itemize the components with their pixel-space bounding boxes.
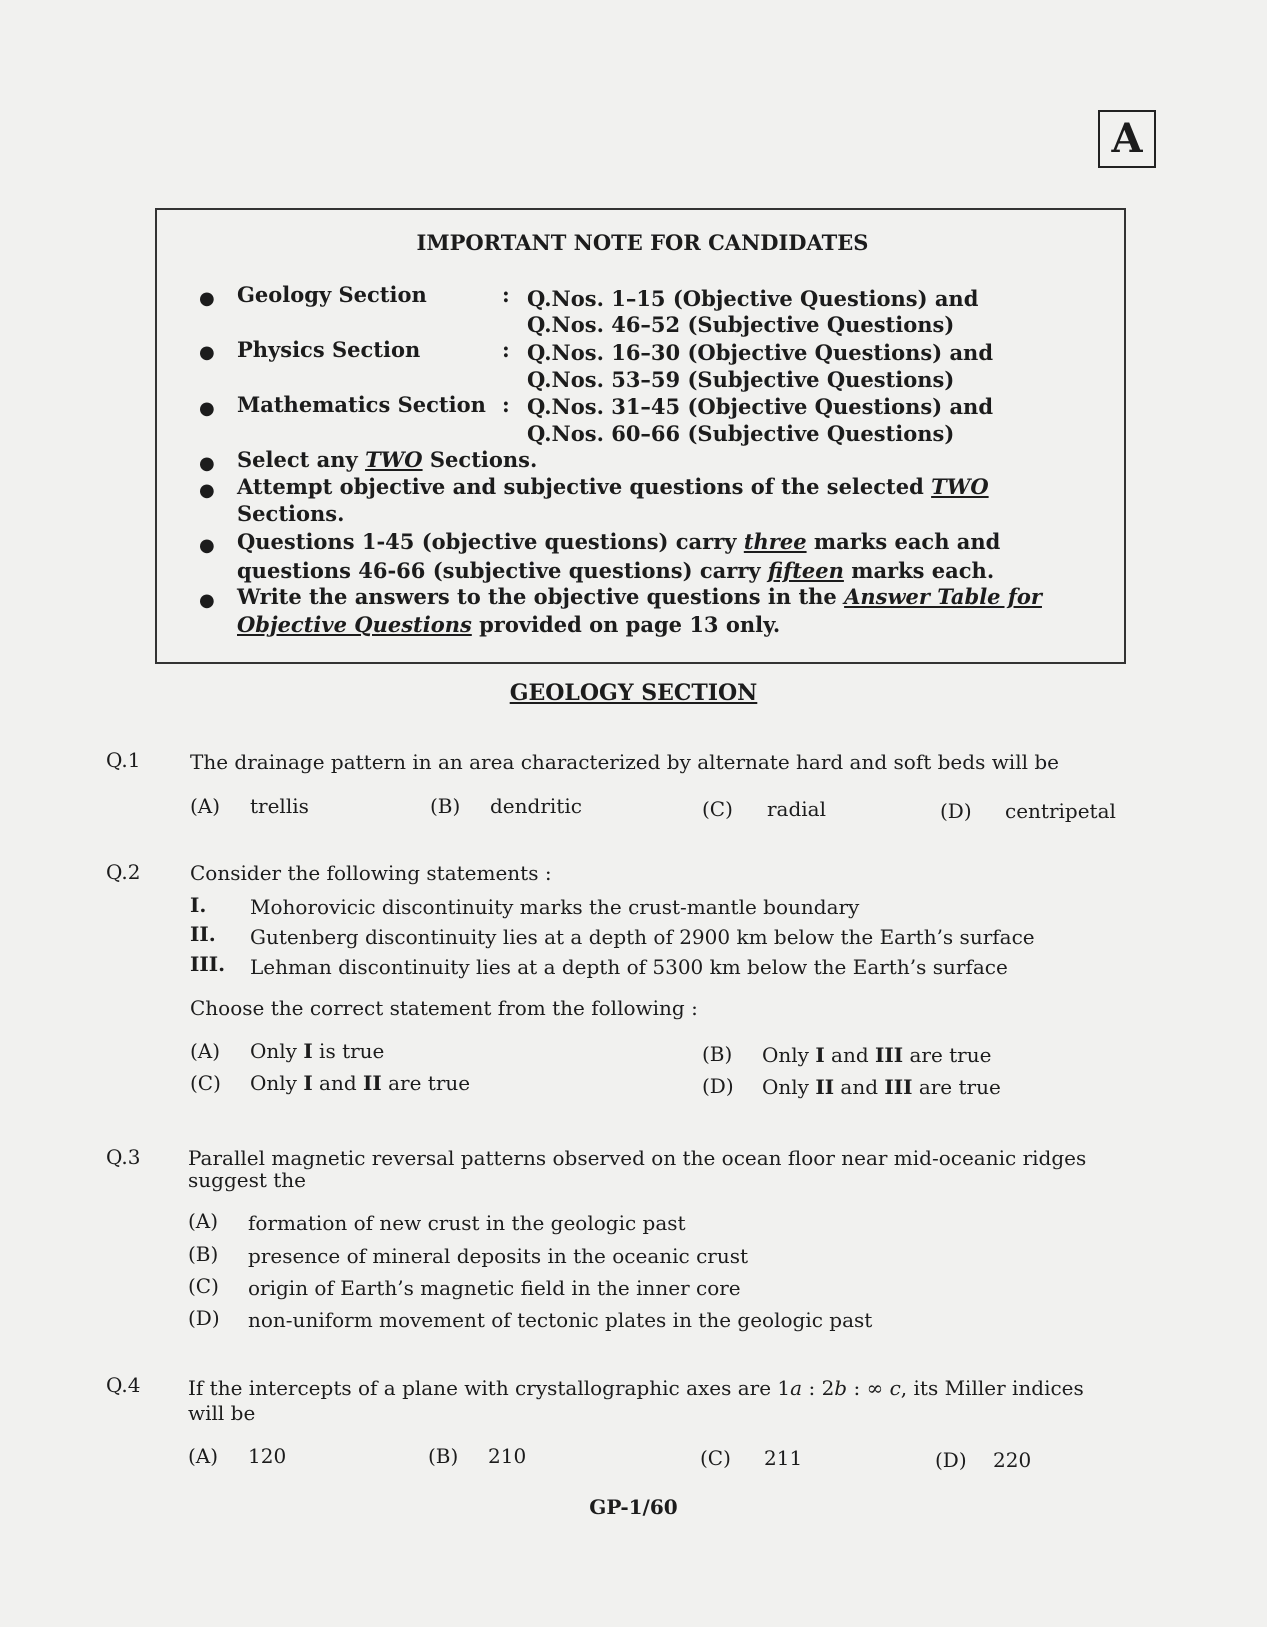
- note-attempt-line2: Sections.: [237, 501, 345, 526]
- section-math-line1: Q.Nos. 31–45 (Objective Questions) and: [527, 394, 993, 419]
- option-label: (B): [428, 1444, 459, 1468]
- bullet-icon: ●: [199, 398, 215, 419]
- option-label: (D): [935, 1448, 967, 1472]
- statement-label: I.: [190, 893, 207, 917]
- option-text: dendritic: [490, 794, 582, 818]
- bullet-icon: ●: [199, 288, 215, 309]
- option-label: (A): [190, 1039, 221, 1063]
- option-text: 220: [993, 1448, 1032, 1472]
- section-math-line2: Q.Nos. 60–66 (Subjective Questions): [527, 421, 955, 446]
- option-label: (D): [702, 1074, 734, 1098]
- bullet-icon: ●: [199, 342, 215, 363]
- option-label: (C): [702, 797, 733, 821]
- question-prompt: Choose the correct statement from the following :: [190, 996, 698, 1020]
- bullet-icon: ●: [199, 453, 215, 474]
- important-note-box: [155, 208, 1126, 664]
- option-text: 120: [248, 1444, 287, 1468]
- option-text: presence of mineral deposits in the oceanic crust: [248, 1244, 749, 1268]
- question-number: Q.2: [106, 860, 141, 884]
- option-text: trellis: [250, 794, 309, 818]
- section-geology-line1: Q.Nos. 1–15 (Objective Questions) and: [527, 286, 979, 311]
- question-text: The drainage pattern in an area characterized by alternate hard and soft beds will be: [190, 750, 1059, 774]
- question-text: If the intercepts of a plane with crystallographic axes are 1a : 2b : ∞ c, its Miller indices: [188, 1376, 1084, 1400]
- section-title: GEOLOGY SECTION: [509, 680, 758, 706]
- option-label: (B): [702, 1042, 733, 1066]
- question-number: Q.4: [106, 1373, 141, 1397]
- bullet-icon: ●: [199, 590, 215, 611]
- statement-text: Lehman discontinuity lies at a depth of 5300 km below the Earth’s surface: [250, 955, 1008, 979]
- statement-text: Mohorovicic discontinuity marks the crust-mantle boundary: [250, 895, 860, 919]
- question-text-line2: will be: [188, 1401, 256, 1425]
- option-label: (D): [188, 1306, 220, 1330]
- statement-label: II.: [190, 922, 216, 946]
- option-label: (B): [188, 1242, 219, 1266]
- option-text: Only I and II are true: [250, 1071, 471, 1095]
- question-set-badge: A: [1098, 110, 1156, 168]
- option-label: (B): [430, 794, 461, 818]
- section-geology-line2: Q.Nos. 46–52 (Subjective Questions): [527, 312, 955, 337]
- section-name-geology: Geology Section: [237, 282, 427, 307]
- section-separator: :: [502, 337, 510, 362]
- question-text: Consider the following statements :: [190, 861, 552, 885]
- section-separator: :: [502, 282, 510, 307]
- option-label: (A): [188, 1209, 219, 1233]
- note-marks-line2: questions 46-66 (subjective questions) carry fifteen marks each.: [237, 558, 995, 583]
- section-separator: :: [502, 392, 510, 417]
- option-text: 211: [764, 1446, 803, 1470]
- option-text: 210: [488, 1444, 527, 1468]
- note-title: IMPORTANT NOTE FOR CANDIDATES: [416, 230, 869, 255]
- statement-text: Gutenberg discontinuity lies at a depth of 2900 km below the Earth’s surface: [250, 925, 1035, 949]
- question-number: Q.1: [106, 748, 141, 772]
- option-text: Only I and III are true: [762, 1043, 992, 1067]
- note-select-two: Select any TWO Sections.: [237, 447, 538, 472]
- option-text: formation of new crust in the geologic past: [248, 1211, 686, 1235]
- option-text: Only I is true: [250, 1039, 385, 1063]
- statement-label: III.: [190, 952, 226, 976]
- question-number: Q.3: [106, 1145, 141, 1169]
- option-text: non-uniform movement of tectonic plates in the geologic past: [248, 1308, 873, 1332]
- option-label: (C): [190, 1071, 221, 1095]
- bullet-icon: ●: [199, 535, 215, 556]
- bullet-icon: ●: [199, 480, 215, 501]
- option-label: (C): [188, 1274, 219, 1298]
- page-footer: GP-1/60: [589, 1495, 678, 1519]
- option-label: (D): [940, 799, 972, 823]
- option-text: radial: [767, 797, 827, 821]
- option-text: origin of Earth’s magnetic field in the inner core: [248, 1276, 741, 1300]
- option-text: centripetal: [1005, 799, 1116, 823]
- note-attempt: Attempt objective and subjective questions of the selected TWO: [237, 474, 989, 499]
- option-text: Only II and III are true: [762, 1075, 1001, 1099]
- section-physics-line2: Q.Nos. 53–59 (Subjective Questions): [527, 367, 955, 392]
- note-write-line1: Write the answers to the objective questions in the Answer Table for: [237, 584, 1042, 609]
- note-marks-line1: Questions 1-45 (objective questions) carry three marks each and: [237, 529, 1001, 554]
- option-label: (A): [190, 794, 221, 818]
- question-text: Parallel magnetic reversal patterns observed on the ocean floor near mid-oceanic ridges: [188, 1146, 1087, 1170]
- section-name-mathematics: Mathematics Section: [237, 392, 486, 417]
- option-label: (A): [188, 1444, 219, 1468]
- section-physics-line1: Q.Nos. 16–30 (Objective Questions) and: [527, 340, 993, 365]
- option-label: (C): [700, 1446, 731, 1470]
- note-write-line2: Objective Questions provided on page 13 only.: [237, 612, 781, 637]
- question-text-line2: suggest the: [188, 1168, 306, 1192]
- section-name-physics: Physics Section: [237, 337, 421, 362]
